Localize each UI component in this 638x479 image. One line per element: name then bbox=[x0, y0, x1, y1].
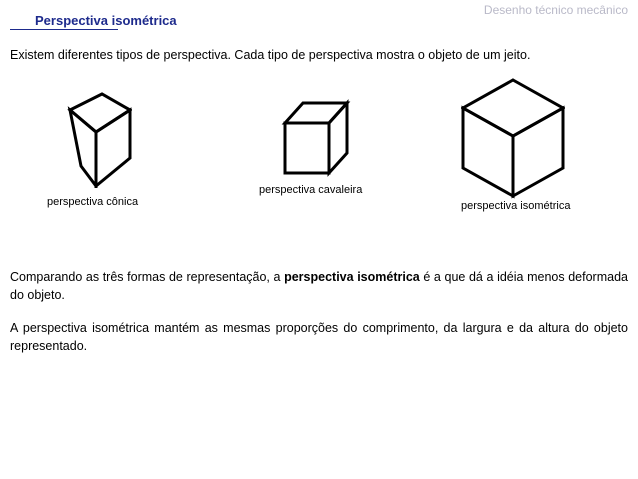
isometric-perspective-label: perspectiva isométrica bbox=[461, 200, 571, 212]
title-underline bbox=[10, 29, 118, 30]
conical-perspective-label: perspectiva cônica bbox=[47, 196, 139, 208]
page-title bbox=[35, 13, 177, 28]
conical-perspective-cube bbox=[66, 92, 132, 188]
title-word-perspectiva: Perspectiva bbox=[35, 13, 108, 28]
isometric-perspective-cube bbox=[461, 78, 565, 200]
cavalier-perspective-cube bbox=[279, 97, 351, 177]
comparison-emphasis: perspectiva isométrica bbox=[284, 270, 420, 284]
comparison-text-end: é a que dá a idéia menos deformada do objeto. bbox=[10, 270, 628, 302]
cavalier-perspective-label: perspectiva cavaleira bbox=[259, 184, 363, 196]
comparison-paragraph bbox=[10, 268, 628, 304]
comparison-text-start: Comparando as três formas de representação, a bbox=[10, 270, 285, 284]
proportions-paragraph: A perspectiva isométrica mantém as mesmas proporções do comprimento, da largura e da altura do objeto representado. bbox=[10, 321, 628, 353]
subject-header: Desenho técnico mecânico bbox=[483, 3, 628, 17]
title-word-isometrica: isométrica bbox=[108, 13, 177, 28]
intro-text: Existem diferentes tipos de perspectiva. Cada tipo de perspectiva mostra o objeto de um jeito. bbox=[10, 48, 531, 62]
